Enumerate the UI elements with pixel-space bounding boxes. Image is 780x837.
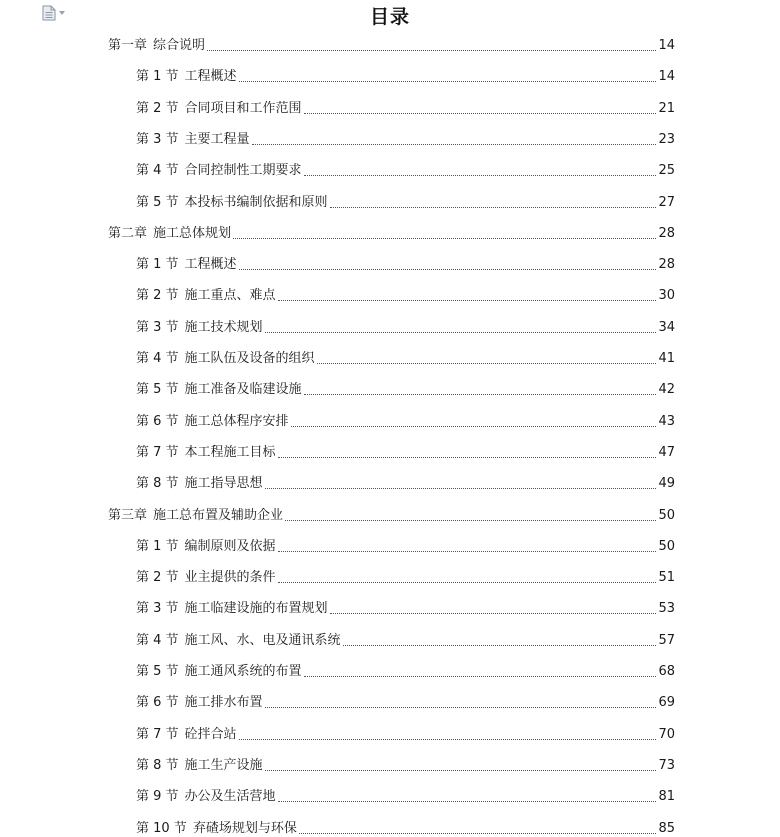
toc-section-entry[interactable] <box>136 128 675 148</box>
toc-dot-leader <box>304 112 657 114</box>
toc-entry-number: 第 5 节 <box>136 664 179 679</box>
toc-page-number: 42 <box>658 382 675 398</box>
toc-section-entry[interactable] <box>136 97 675 117</box>
toc-entry-title: 工程概述 <box>184 69 237 85</box>
toc-dot-leader <box>252 143 657 145</box>
toc-entry-title: 施工临建设施的布置规划 <box>184 601 328 617</box>
toc-section-entry[interactable] <box>136 691 675 711</box>
toc-section-entry[interactable] <box>136 316 675 336</box>
toc-page-number: 47 <box>658 444 675 460</box>
toc-page-number: 34 <box>658 319 675 335</box>
toc-section-entry[interactable] <box>136 785 675 805</box>
toc-section-entry[interactable] <box>136 441 675 461</box>
toc-section-entry[interactable] <box>136 660 675 680</box>
toc-page-number: 81 <box>658 789 675 805</box>
toc-section-entry[interactable] <box>136 472 675 492</box>
toc-entry-number: 第 8 节 <box>136 476 179 492</box>
toc-entry-number: 第 3 节 <box>136 131 179 147</box>
toc-entry-title: 施工排水布置 <box>184 695 263 711</box>
toc-page-number: 30 <box>658 288 675 304</box>
toc-entry-title: 合同控制性工期要求 <box>184 163 302 179</box>
toc-page-number: 57 <box>658 632 675 648</box>
toc-entry-number: 第 2 节 <box>136 100 179 116</box>
toc-entry-number: 第 4 节 <box>136 632 179 648</box>
toc-entry-number: 第 9 节 <box>136 789 179 805</box>
toc-dot-leader <box>207 49 656 51</box>
toc-dot-leader <box>265 769 657 771</box>
toc-section-entry[interactable] <box>136 754 675 774</box>
toc-dot-leader <box>278 550 657 552</box>
toc-section-entry[interactable] <box>136 817 675 837</box>
toc-page-number: 50 <box>658 507 675 523</box>
toc-entry-number: 第 5 节 <box>136 194 179 210</box>
toc-entry-title: 砼拌合站 <box>184 726 237 742</box>
toc-entry-number: 第 1 节 <box>136 257 179 273</box>
toc-entry-title: 工程概述 <box>184 257 237 273</box>
toc-page-number: 23 <box>658 131 675 147</box>
toc-chapter-entry[interactable] <box>108 222 675 242</box>
toc-entry-number: 第 7 节 <box>136 444 179 460</box>
toc-dot-leader <box>278 456 657 458</box>
toc-dot-leader <box>239 80 657 82</box>
toc-entry-title: 施工总体规划 <box>153 225 232 241</box>
toc-entry-title: 办公及生活营地 <box>184 789 276 805</box>
toc-entry-number: 第 6 节 <box>136 695 179 711</box>
toc-section-entry[interactable] <box>136 597 675 617</box>
toc-page-number: 27 <box>658 194 675 210</box>
toc-entry-number: 第 7 节 <box>136 726 179 742</box>
toc-entry-number: 第 3 节 <box>136 601 179 617</box>
toc-section-entry[interactable] <box>136 723 675 743</box>
toc-page-number: 14 <box>658 69 675 85</box>
toc-entry-title: 弃碴场规划与环保 <box>192 820 297 836</box>
toc-section-entry[interactable] <box>136 378 675 398</box>
toc-page-number: 68 <box>658 664 675 679</box>
toc-section-entry[interactable] <box>136 410 675 430</box>
toc-entry-number: 第 1 节 <box>136 69 179 85</box>
toc-section-entry[interactable] <box>136 566 675 586</box>
toc-entry-number: 第一章 <box>108 38 148 53</box>
toc-entry-title: 施工总布置及辅助企业 <box>153 507 284 523</box>
toc-dot-leader <box>233 237 656 239</box>
toc-page-number: 53 <box>658 601 675 617</box>
toc-entry-title: 施工重点、难点 <box>184 288 276 304</box>
toc-section-entry[interactable] <box>136 253 675 273</box>
toc-page-number: 43 <box>658 413 675 429</box>
toc-page-number: 25 <box>658 163 675 179</box>
toc-entry-number: 第 2 节 <box>136 288 179 304</box>
toc-entry-title: 施工技术规划 <box>184 319 263 335</box>
toc-entry-title: 本工程施工目标 <box>184 444 276 460</box>
toc-dot-leader <box>330 612 657 614</box>
toc-section-entry[interactable] <box>136 191 675 211</box>
toc-dot-leader <box>317 362 657 364</box>
toc-dot-leader <box>343 644 657 646</box>
toc-page-number: 50 <box>658 538 675 554</box>
toc-dot-leader <box>265 706 657 708</box>
toc-entry-title: 编制原则及依据 <box>184 538 276 554</box>
toc-section-entry[interactable] <box>136 284 675 304</box>
toc-page-number: 70 <box>658 726 675 742</box>
toc-dot-leader <box>278 800 657 802</box>
toc-page-number: 14 <box>658 38 675 53</box>
toc-entry-number: 第 8 节 <box>136 757 179 773</box>
toc-chapter-entry[interactable] <box>108 504 675 524</box>
toc-entry-title: 业主提供的条件 <box>184 570 276 586</box>
toc-entry-title: 施工风、水、电及通讯系统 <box>184 632 341 648</box>
toc-dot-leader <box>278 299 657 301</box>
toc-entry-number: 第 3 节 <box>136 319 179 335</box>
toc-entry-title: 本投标书编制依据和原则 <box>184 194 328 210</box>
toc-section-entry[interactable] <box>136 629 675 649</box>
toc-entry-title: 施工准备及临建设施 <box>184 382 302 398</box>
toc-dot-leader <box>299 832 657 834</box>
toc-chapter-entry[interactable] <box>108 34 675 54</box>
toc-entry-title: 施工通风系统的布置 <box>184 664 302 679</box>
toc-dot-leader <box>239 738 657 740</box>
toc-page-number: 41 <box>658 351 675 366</box>
toc-dot-leader <box>304 393 657 395</box>
toc-page-number: 21 <box>658 100 675 116</box>
toc-dot-leader <box>330 206 657 208</box>
toc-entry-number: 第 10 节 <box>136 820 187 836</box>
toc-entry-number: 第 4 节 <box>136 163 179 179</box>
page-title: 目录 <box>369 6 410 28</box>
toc-section-entry[interactable] <box>136 159 675 179</box>
toc-dot-leader <box>278 581 657 583</box>
toc-entry-title: 综合说明 <box>153 38 206 53</box>
toc-dot-leader <box>285 519 656 521</box>
toc-entry-number: 第 1 节 <box>136 538 179 554</box>
toc-dot-leader <box>265 487 657 489</box>
toc-page-number: 49 <box>658 476 675 492</box>
toc-section-entry[interactable] <box>136 65 675 85</box>
toc-page-number: 28 <box>658 225 675 241</box>
toc-dot-leader <box>239 268 657 270</box>
toc-dot-leader <box>291 425 657 427</box>
toc-entry-title: 施工指导思想 <box>184 476 263 492</box>
toc-entry-number: 第 6 节 <box>136 413 179 429</box>
toc-page-number: 28 <box>658 257 675 273</box>
toc-section-entry[interactable] <box>136 347 675 367</box>
toc-page-number: 85 <box>658 820 675 836</box>
toc-entry-number: 第三章 <box>108 507 148 523</box>
toc-dot-leader <box>304 174 657 176</box>
toc-page-number: 51 <box>658 570 675 586</box>
toc-section-entry[interactable] <box>136 535 675 555</box>
toc-page-number: 73 <box>658 757 675 773</box>
toc-page-number: 69 <box>658 695 675 711</box>
toc-entry-number: 第二章 <box>108 225 148 241</box>
toc-entry-title: 施工队伍及设备的组织 <box>184 351 315 366</box>
toc-dot-leader <box>304 675 657 677</box>
toc-entry-number: 第 4 节 <box>136 351 179 366</box>
toc-entry-number: 第 5 节 <box>136 382 179 398</box>
toc-entry-number: 第 2 节 <box>136 570 179 586</box>
toc-entry-title: 施工生产设施 <box>184 757 263 773</box>
toc-entry-title: 施工总体程序安排 <box>184 413 289 429</box>
toc-dot-leader <box>265 331 657 333</box>
toc-entry-title: 合同项目和工作范围 <box>184 100 302 116</box>
toc-entry-title: 主要工程量 <box>184 131 250 147</box>
